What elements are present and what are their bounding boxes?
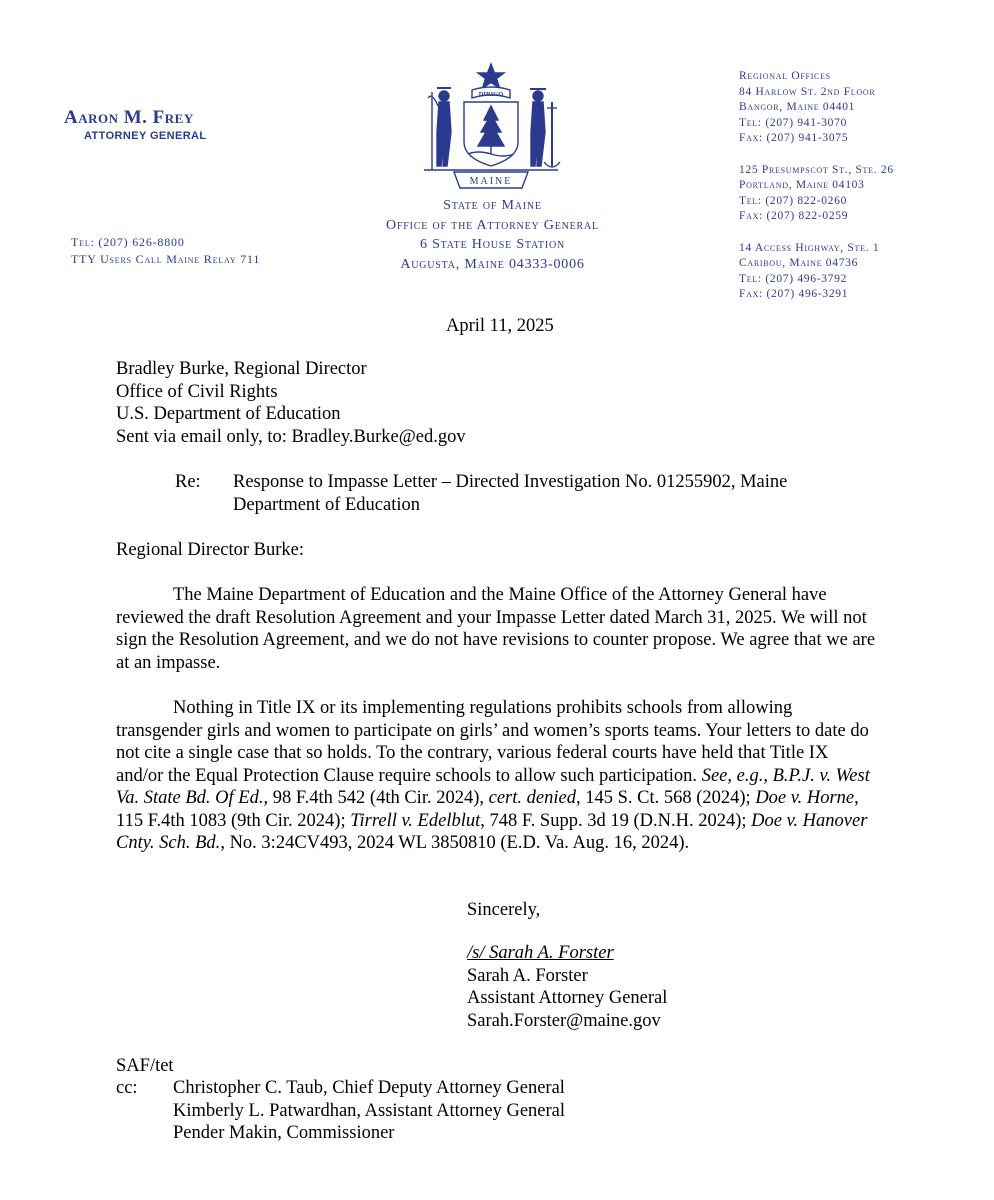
- office-portland: [739, 163, 894, 225]
- para2-text: , No. 3:24CV493, 2024 WL 3850810 (E.D. Va. Aug. 16, 2024).: [220, 833, 690, 853]
- tel-line: Tel: (207) 626-8800: [71, 235, 185, 249]
- office-line: 84 Harlow St. 2nd Floor: [739, 85, 876, 98]
- seal-state-name: MAINE: [469, 176, 513, 187]
- address-line: Office of Civil Rights: [116, 381, 278, 402]
- office-station: 6 State House Station: [419, 237, 566, 252]
- para2-text: , 115 F.4th 1083 (9th Cir. 2024);: [116, 788, 859, 831]
- case-name: B.P.J. v. West Va. State Bd. Of Ed.: [116, 765, 870, 808]
- seal-farmer: [437, 102, 451, 166]
- letter-date: April 11, 2025: [446, 316, 554, 336]
- tty-line: TTY Users Call Maine Relay 711: [71, 252, 261, 266]
- salutation: Regional Director Burke:: [116, 540, 305, 560]
- attorney-general-name: Aaron M. Frey: [64, 107, 194, 128]
- case-name: Doe v. Horne: [755, 788, 855, 808]
- signer-title: Assistant Attorney General: [467, 988, 668, 1008]
- office-line: Fax: (207) 496-3291: [739, 288, 849, 301]
- electronic-signature: /s/ Sarah A. Forster: [467, 943, 614, 963]
- seal-seaman: [531, 102, 545, 166]
- cc-recipient: Pender Makin, Commissioner: [173, 1123, 395, 1143]
- signature-block: [467, 942, 667, 1032]
- office-city: Augusta, Maine 04333-0006: [400, 256, 585, 272]
- case-history: cert. denied: [488, 788, 576, 808]
- cc-recipient: Christopher C. Taub, Chief Deputy Attorney General: [173, 1078, 565, 1098]
- recipient-address: [116, 358, 466, 448]
- office-line: Fax: (207) 941-3075: [739, 132, 849, 145]
- cc-recipient: Kimberly L. Patwardhan, Assistant Attorney General: [173, 1100, 566, 1121]
- office-name: Office of the Attorney General: [386, 217, 599, 233]
- para2-text: , 748 F. Supp. 3d 19 (D.N.H. 2024);: [480, 810, 752, 831]
- paragraph-2: [116, 697, 876, 855]
- office-bangor: [739, 85, 894, 147]
- state-name: State of Maine: [443, 198, 542, 213]
- office-caribou: [739, 241, 894, 303]
- regional-offices: [739, 69, 894, 303]
- maine-state-seal-icon: [420, 62, 562, 192]
- para2-text: ,: [763, 765, 773, 786]
- para2-signal: See, e.g.: [701, 765, 764, 786]
- para2-text: , 145 S. Ct. 568 (2024);: [575, 788, 756, 808]
- office-line: Tel: (207) 822-0260: [739, 194, 848, 207]
- para2-text: , 98 F.4th 542 (4th Cir. 2024),: [263, 788, 489, 808]
- signer-name: Sarah A. Forster: [467, 965, 588, 986]
- seal-star: [478, 64, 504, 88]
- signer-email: Sarah.Forster@maine.gov: [467, 1010, 661, 1031]
- cc-label: cc:: [116, 1078, 138, 1098]
- re-subject: Response to Impasse Letter – Directed Investigation No. 01255902, Maine Department of Education: [233, 472, 788, 515]
- address-line: Bradley Burke, Regional Director: [116, 359, 367, 379]
- office-heading: [340, 196, 645, 274]
- office-line: 125 Presumpscot St., Ste. 26: [739, 163, 894, 176]
- office-line: Bangor, Maine 04401: [739, 101, 856, 114]
- paragraph-1: The Maine Department of Education and the Maine Office of the Attorney General have reviewed the draft Resolution Agreement and your Impasse Letter dated March 31, 2025. We will not sign the Resolution Agreement, and we do not have revisions to counter propose. We agree that we are at an impasse.: [116, 585, 876, 673]
- regional-title: Regional Offices: [739, 70, 831, 82]
- office-line: Tel: (207) 941-3070: [739, 116, 848, 129]
- office-line: Caribou, Maine 04736: [739, 257, 859, 270]
- closing: Sincerely,: [467, 900, 541, 920]
- office-line: Fax: (207) 822-0259: [739, 210, 849, 223]
- office-line: Portland, Maine 04103: [739, 179, 865, 192]
- para2-text: Nothing in Title IX or its implementing regulations prohibits schools from allowing transgender girls and women to participate on girls’ and women’s sports teams. Your letters to date do not cite a single case that so holds. To the contrary, various federal courts have held that Title IX and/or the Equal Protection Clause require schools to allow such participation.: [116, 698, 869, 786]
- case-name: Tirrell v. Edelblut: [350, 810, 481, 831]
- seal-motto: DIRIGO: [478, 91, 504, 98]
- attorney-general-contact: [71, 234, 260, 268]
- address-line: Sent via email only, to: Bradley.Burke@ed.gov: [116, 426, 466, 447]
- reference-initials: SAF/tet: [116, 1056, 174, 1076]
- case-name: Doe v. Hanover Cnty. Sch. Bd.: [116, 810, 868, 853]
- office-line: Tel: (207) 496-3792: [739, 272, 848, 285]
- re-label: Re:: [175, 472, 201, 492]
- address-line: U.S. Department of Education: [116, 404, 341, 424]
- office-line: 14 Access Highway, Ste. 1: [739, 241, 880, 254]
- attorney-general-title: ATTORNEY GENERAL: [84, 130, 207, 142]
- cc-list: [173, 1077, 565, 1145]
